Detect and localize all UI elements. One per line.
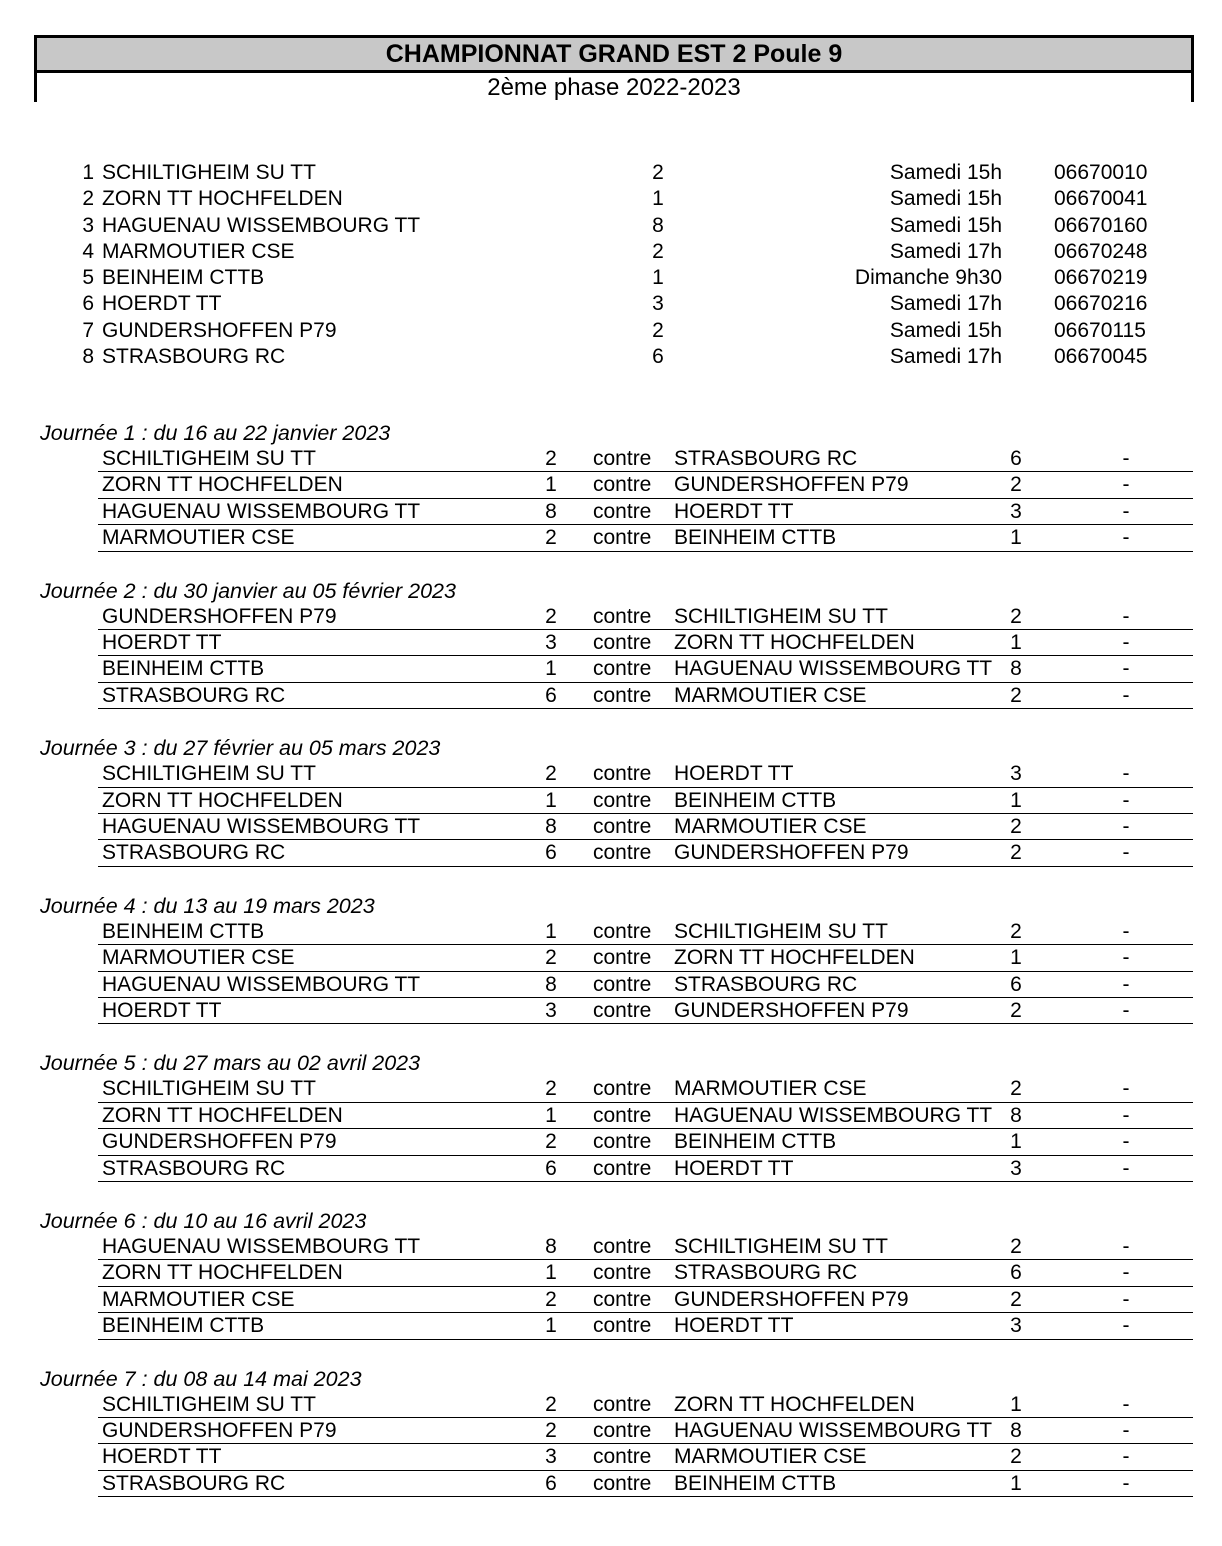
- team-index: 3: [652, 292, 664, 316]
- home-team-index: 1: [545, 657, 557, 681]
- team-name: ZORN TT HOCHFELDEN: [102, 187, 343, 211]
- team-row: [0, 265, 1222, 291]
- match-score: -: [1122, 919, 1130, 943]
- match-score: -: [1122, 1234, 1130, 1258]
- away-team: MARMOUTIER CSE: [674, 1077, 867, 1101]
- home-team: STRASBOURG RC: [102, 841, 286, 865]
- home-team-index: 8: [545, 814, 557, 838]
- team-code: 06670248: [1054, 239, 1148, 263]
- away-team: HAGUENAU WISSEMBOURG TT: [674, 1103, 993, 1127]
- away-team-index: 2: [1010, 473, 1022, 497]
- home-team: BEINHEIM CTTB: [102, 919, 265, 943]
- journee-title: Journée 3 : du 27 février au 05 mars 2023: [40, 736, 441, 761]
- team-row: [0, 213, 1222, 239]
- versus-label: contre: [593, 657, 652, 681]
- home-team-index: 1: [545, 1314, 557, 1338]
- team-code: 06670045: [1054, 345, 1148, 369]
- away-team-index: 1: [1010, 1130, 1022, 1154]
- home-team: HOERDT TT: [102, 1445, 222, 1469]
- home-team: GUNDERSHOFFEN P79: [102, 604, 337, 628]
- home-team: SCHILTIGHEIM SU TT: [102, 1077, 316, 1101]
- journee-title: Journée 6 : du 10 au 16 avril 2023: [40, 1208, 367, 1233]
- away-team: SCHILTIGHEIM SU TT: [674, 604, 888, 628]
- versus-label: contre: [593, 1261, 652, 1285]
- match-score: -: [1122, 998, 1130, 1022]
- away-team: BEINHEIM CTTB: [674, 788, 837, 812]
- match-score: -: [1122, 473, 1130, 497]
- team-code: 06670216: [1054, 292, 1148, 316]
- match-score: -: [1122, 1130, 1130, 1154]
- team-name: MARMOUTIER CSE: [102, 239, 295, 263]
- teams-list: [0, 160, 1222, 370]
- team-index: 6: [652, 345, 664, 369]
- away-team: ZORN TT HOCHFELDEN: [674, 1392, 915, 1416]
- away-team-index: 8: [1010, 1418, 1022, 1442]
- match-row: [98, 1392, 1193, 1418]
- away-team: BEINHEIM CTTB: [674, 526, 837, 550]
- away-team: HOERDT TT: [674, 1156, 794, 1180]
- team-row: [0, 318, 1222, 344]
- home-team-index: 2: [545, 946, 557, 970]
- journee-block: [0, 1050, 1222, 1208]
- match-score: -: [1122, 1392, 1130, 1416]
- home-team-index: 8: [545, 499, 557, 523]
- journee-title: Journée 2 : du 30 janvier au 05 février 2023: [40, 578, 456, 603]
- away-team: MARMOUTIER CSE: [674, 1445, 867, 1469]
- header-box: [34, 35, 1194, 102]
- versus-label: contre: [593, 1392, 652, 1416]
- away-team-index: 2: [1010, 1445, 1022, 1469]
- versus-label: contre: [593, 814, 652, 838]
- team-index: 2: [652, 318, 664, 342]
- team-name: HOERDT TT: [102, 292, 222, 316]
- home-team: SCHILTIGHEIM SU TT: [102, 762, 316, 786]
- match-row: [98, 1313, 1193, 1339]
- page-subtitle: 2ème phase 2022-2023: [37, 73, 1191, 102]
- match-row: [98, 998, 1193, 1024]
- away-team: HAGUENAU WISSEMBOURG TT: [674, 1418, 993, 1442]
- versus-label: contre: [593, 683, 652, 707]
- match-score: -: [1122, 814, 1130, 838]
- away-team: STRASBOURG RC: [674, 447, 858, 470]
- team-code: 06670115: [1054, 318, 1146, 342]
- away-team-index: 1: [1010, 1392, 1022, 1416]
- team-row: [0, 160, 1222, 186]
- team-index: 1: [652, 266, 664, 290]
- versus-label: contre: [593, 998, 652, 1022]
- team-number: 3: [82, 213, 94, 237]
- away-team: STRASBOURG RC: [674, 1261, 858, 1285]
- versus-label: contre: [593, 919, 652, 943]
- match-row: [98, 840, 1193, 866]
- match-row: [98, 1234, 1193, 1260]
- home-team-index: 6: [545, 1156, 557, 1180]
- away-team-index: 6: [1010, 1261, 1022, 1285]
- home-team: MARMOUTIER CSE: [102, 526, 295, 550]
- versus-label: contre: [593, 972, 652, 996]
- team-row: [0, 291, 1222, 317]
- versus-label: contre: [593, 473, 652, 497]
- versus-label: contre: [593, 1103, 652, 1127]
- home-team: HOERDT TT: [102, 630, 222, 654]
- away-team: MARMOUTIER CSE: [674, 814, 867, 838]
- away-team: GUNDERSHOFFEN P79: [674, 998, 909, 1022]
- versus-label: contre: [593, 630, 652, 654]
- home-team: STRASBOURG RC: [102, 1471, 286, 1495]
- match-row: [98, 1103, 1193, 1129]
- versus-label: contre: [593, 788, 652, 812]
- home-team-index: 3: [545, 630, 557, 654]
- home-team-index: 2: [545, 1077, 557, 1101]
- away-team: HOERDT TT: [674, 1314, 794, 1338]
- match-score: -: [1122, 499, 1130, 523]
- away-team-index: 6: [1010, 972, 1022, 996]
- team-number: 4: [82, 239, 94, 263]
- versus-label: contre: [593, 841, 652, 865]
- match-score: -: [1122, 683, 1130, 707]
- match-row: [98, 1287, 1193, 1313]
- team-index: 8: [652, 213, 664, 237]
- versus-label: contre: [593, 526, 652, 550]
- versus-label: contre: [593, 762, 652, 786]
- team-schedule: Samedi 17h: [889, 239, 1002, 263]
- home-team: SCHILTIGHEIM SU TT: [102, 1392, 316, 1416]
- team-number: 8: [82, 345, 94, 369]
- match-row: [98, 472, 1193, 498]
- versus-label: contre: [593, 1418, 652, 1442]
- team-code: 06670010: [1054, 161, 1148, 184]
- journee-block: [0, 735, 1222, 893]
- away-team: STRASBOURG RC: [674, 972, 858, 996]
- team-index: 2: [652, 161, 664, 184]
- match-score: -: [1122, 1445, 1130, 1469]
- away-team-index: 1: [1010, 788, 1022, 812]
- home-team-index: 1: [545, 788, 557, 812]
- away-team: SCHILTIGHEIM SU TT: [674, 919, 888, 943]
- away-team-index: 2: [1010, 1287, 1022, 1311]
- home-team: STRASBOURG RC: [102, 683, 286, 707]
- match-row: [98, 919, 1193, 945]
- team-schedule: Samedi 15h: [889, 213, 1002, 237]
- away-team: GUNDERSHOFFEN P79: [674, 473, 909, 497]
- away-team-index: 1: [1010, 526, 1022, 550]
- match-row: [98, 1471, 1193, 1497]
- home-team: HAGUENAU WISSEMBOURG TT: [102, 972, 421, 996]
- match-row: [98, 499, 1193, 525]
- home-team: HOERDT TT: [102, 998, 222, 1022]
- home-team-index: 6: [545, 841, 557, 865]
- journee-title: Journée 4 : du 13 au 19 mars 2023: [40, 893, 375, 918]
- home-team-index: 2: [545, 526, 557, 550]
- home-team-index: 2: [545, 1287, 557, 1311]
- away-team-index: 2: [1010, 814, 1022, 838]
- home-team: GUNDERSHOFFEN P79: [102, 1418, 337, 1442]
- match-row: [98, 683, 1193, 709]
- journee-title: Journée 7 : du 08 au 14 mai 2023: [40, 1366, 362, 1391]
- versus-label: contre: [593, 1314, 652, 1338]
- versus-label: contre: [593, 604, 652, 628]
- team-index: 1: [652, 187, 664, 211]
- match-row: [98, 761, 1193, 787]
- away-team-index: 2: [1010, 998, 1022, 1022]
- team-name: SCHILTIGHEIM SU TT: [102, 161, 316, 184]
- home-team-index: 8: [545, 972, 557, 996]
- match-row: [98, 788, 1193, 814]
- team-schedule: Samedi 15h: [889, 187, 1002, 211]
- journees-list: [0, 420, 1222, 1523]
- versus-label: contre: [593, 1234, 652, 1258]
- match-row: [98, 1156, 1193, 1182]
- away-team: BEINHEIM CTTB: [674, 1130, 837, 1154]
- versus-label: contre: [593, 946, 652, 970]
- home-team: ZORN TT HOCHFELDEN: [102, 1103, 343, 1127]
- team-code: 06670041: [1054, 187, 1148, 211]
- home-team-index: 3: [545, 1445, 557, 1469]
- away-team: HOERDT TT: [674, 762, 794, 786]
- match-row: [98, 446, 1193, 472]
- away-team-index: 2: [1010, 1234, 1022, 1258]
- away-team-index: 2: [1010, 841, 1022, 865]
- away-team-index: 1: [1010, 1471, 1022, 1495]
- journee-title: Journée 1 : du 16 au 22 janvier 2023: [40, 421, 391, 445]
- home-team-index: 6: [545, 1471, 557, 1495]
- home-team: ZORN TT HOCHFELDEN: [102, 473, 343, 497]
- versus-label: contre: [593, 1445, 652, 1469]
- away-team-index: 3: [1010, 1156, 1022, 1180]
- team-schedule: Samedi 15h: [889, 161, 1002, 184]
- match-score: -: [1122, 1103, 1130, 1127]
- team-schedule: Dimanche 9h30: [854, 266, 1002, 290]
- versus-label: contre: [593, 1130, 652, 1154]
- home-team: HAGUENAU WISSEMBOURG TT: [102, 1234, 421, 1258]
- away-team-index: 3: [1010, 762, 1022, 786]
- team-schedule: Samedi 17h: [889, 292, 1002, 316]
- team-row: [0, 344, 1222, 370]
- match-row: [98, 525, 1193, 551]
- away-team: GUNDERSHOFFEN P79: [674, 1287, 909, 1311]
- versus-label: contre: [593, 1471, 652, 1495]
- home-team: HAGUENAU WISSEMBOURG TT: [102, 814, 421, 838]
- match-row: [98, 1260, 1193, 1286]
- away-team: GUNDERSHOFFEN P79: [674, 841, 909, 865]
- home-team: HAGUENAU WISSEMBOURG TT: [102, 499, 421, 523]
- versus-label: contre: [593, 499, 652, 523]
- home-team-index: 2: [545, 1130, 557, 1154]
- away-team-index: 2: [1010, 1077, 1022, 1101]
- home-team-index: 2: [545, 762, 557, 786]
- team-name: BEINHEIM CTTB: [102, 266, 265, 290]
- home-team: ZORN TT HOCHFELDEN: [102, 1261, 343, 1285]
- team-number: 5: [82, 266, 94, 290]
- home-team: SCHILTIGHEIM SU TT: [102, 447, 316, 470]
- team-row: [0, 239, 1222, 265]
- match-row: [98, 1076, 1193, 1102]
- match-score: -: [1122, 762, 1130, 786]
- home-team: MARMOUTIER CSE: [102, 1287, 295, 1311]
- team-number: 2: [82, 187, 94, 211]
- match-row: [98, 814, 1193, 840]
- versus-label: contre: [593, 1077, 652, 1101]
- match-row: [98, 630, 1193, 656]
- team-code: 06670160: [1054, 213, 1148, 237]
- home-team: BEINHEIM CTTB: [102, 1314, 265, 1338]
- match-score: -: [1122, 946, 1130, 970]
- away-team: HAGUENAU WISSEMBOURG TT: [674, 657, 993, 681]
- away-team-index: 8: [1010, 657, 1022, 681]
- team-number: 7: [82, 318, 94, 342]
- team-number: 6: [82, 292, 94, 316]
- versus-label: contre: [593, 1287, 652, 1311]
- home-team: STRASBOURG RC: [102, 1156, 286, 1180]
- match-row: [98, 1129, 1193, 1155]
- journee-title: Journée 5 : du 27 mars au 02 avril 2023: [40, 1051, 421, 1076]
- team-index: 2: [652, 239, 664, 263]
- match-score: -: [1122, 1471, 1130, 1495]
- home-team-index: 2: [545, 1392, 557, 1416]
- away-team: MARMOUTIER CSE: [674, 683, 867, 707]
- match-score: -: [1122, 1418, 1130, 1442]
- journee-block: [0, 420, 1222, 578]
- away-team: BEINHEIM CTTB: [674, 1471, 837, 1495]
- away-team: ZORN TT HOCHFELDEN: [674, 630, 915, 654]
- journee-block: [0, 1208, 1222, 1366]
- match-row: [98, 1418, 1193, 1444]
- team-number: 1: [82, 161, 94, 184]
- home-team-index: 2: [545, 1418, 557, 1442]
- match-score: -: [1122, 447, 1130, 470]
- match-score: -: [1122, 630, 1130, 654]
- home-team-index: 1: [545, 919, 557, 943]
- match-score: -: [1122, 1314, 1130, 1338]
- match-row: [98, 604, 1193, 630]
- home-team-index: 6: [545, 683, 557, 707]
- journee-block: [0, 578, 1222, 736]
- team-row: [0, 186, 1222, 212]
- team-name: HAGUENAU WISSEMBOURG TT: [102, 213, 421, 237]
- match-score: -: [1122, 1077, 1130, 1101]
- match-score: -: [1122, 1261, 1130, 1285]
- match-row: [98, 656, 1193, 682]
- home-team-index: 1: [545, 1103, 557, 1127]
- team-schedule: Samedi 15h: [889, 318, 1002, 342]
- match-score: -: [1122, 604, 1130, 628]
- home-team: BEINHEIM CTTB: [102, 657, 265, 681]
- match-row: [98, 945, 1193, 971]
- match-score: -: [1122, 526, 1130, 550]
- away-team: ZORN TT HOCHFELDEN: [674, 946, 915, 970]
- match-score: -: [1122, 657, 1130, 681]
- team-schedule: Samedi 17h: [889, 345, 1002, 369]
- away-team-index: 2: [1010, 919, 1022, 943]
- home-team-index: 2: [545, 447, 557, 470]
- journee-block: [0, 1366, 1222, 1524]
- home-team-index: 2: [545, 604, 557, 628]
- away-team-index: 3: [1010, 499, 1022, 523]
- away-team: HOERDT TT: [674, 499, 794, 523]
- away-team: SCHILTIGHEIM SU TT: [674, 1234, 888, 1258]
- away-team-index: 3: [1010, 1314, 1022, 1338]
- match-score: -: [1122, 1287, 1130, 1311]
- journee-block: [0, 893, 1222, 1051]
- home-team-index: 1: [545, 473, 557, 497]
- home-team: GUNDERSHOFFEN P79: [102, 1130, 337, 1154]
- home-team-index: 3: [545, 998, 557, 1022]
- home-team: MARMOUTIER CSE: [102, 946, 295, 970]
- home-team-index: 8: [545, 1234, 557, 1258]
- away-team-index: 6: [1010, 447, 1022, 470]
- match-row: [98, 972, 1193, 998]
- home-team: ZORN TT HOCHFELDEN: [102, 788, 343, 812]
- away-team-index: 1: [1010, 946, 1022, 970]
- match-score: -: [1122, 1156, 1130, 1180]
- versus-label: contre: [593, 1156, 652, 1180]
- team-name: GUNDERSHOFFEN P79: [102, 318, 337, 342]
- away-team-index: 2: [1010, 604, 1022, 628]
- away-team-index: 8: [1010, 1103, 1022, 1127]
- match-score: -: [1122, 972, 1130, 996]
- match-score: -: [1122, 788, 1130, 812]
- match-row: [98, 1444, 1193, 1470]
- away-team-index: 2: [1010, 683, 1022, 707]
- page-title: CHAMPIONNAT GRAND EST 2 Poule 9: [37, 38, 1191, 73]
- match-score: -: [1122, 841, 1130, 865]
- home-team-index: 1: [545, 1261, 557, 1285]
- team-name: STRASBOURG RC: [102, 345, 286, 369]
- away-team-index: 1: [1010, 630, 1022, 654]
- team-code: 06670219: [1054, 266, 1148, 290]
- versus-label: contre: [593, 447, 652, 470]
